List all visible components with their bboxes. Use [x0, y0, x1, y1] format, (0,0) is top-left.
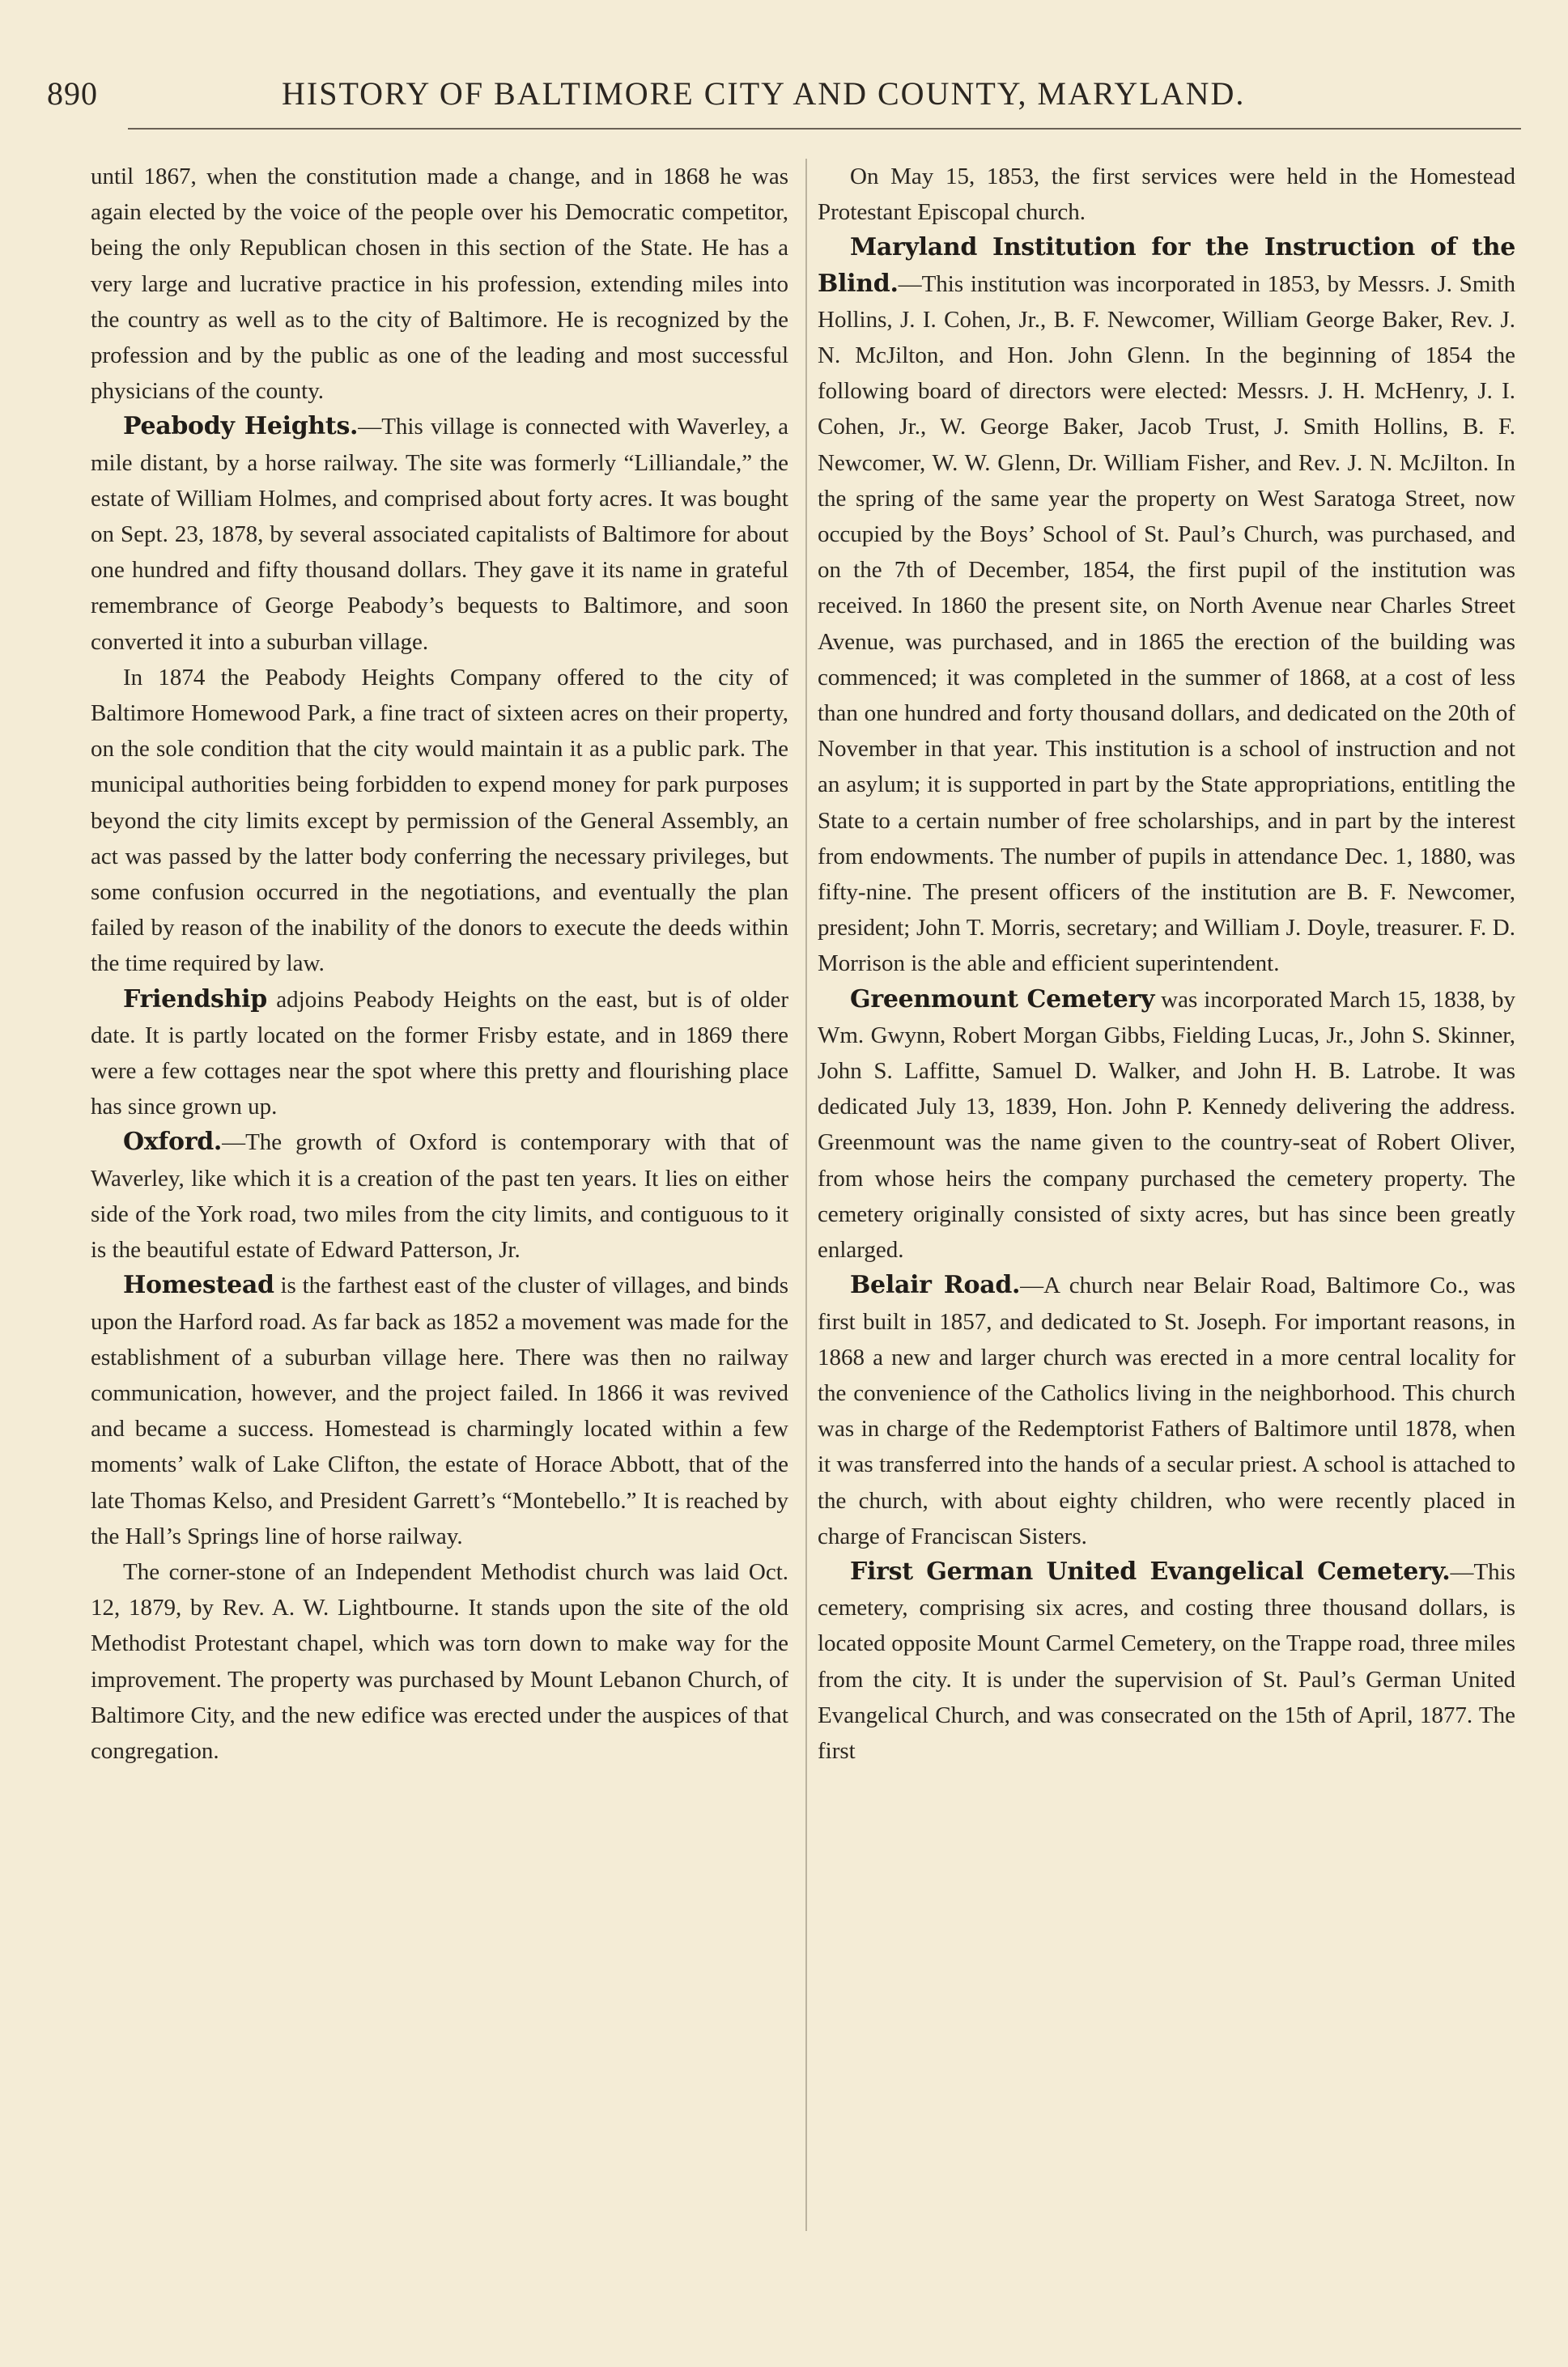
section-heading: Friendship — [123, 984, 267, 1014]
paragraph-belair-road — [818, 1268, 1515, 1554]
section-heading: First German United Evangelical Cemetery. — [850, 1557, 1451, 1586]
paragraph-oxford — [91, 1124, 788, 1268]
paragraph-physician-career — [91, 159, 788, 409]
paragraph-text: adjoins Peabody Heights on the east, but is of older date. It is partly located on the former Frisby estate, and in 1869 there were a few cottages near the spot where this pretty and flourishing place has since grown up. — [91, 986, 788, 1120]
paragraph-text: The corner-stone of an Independent Methodist church was laid Oct. 12, 1879, by Rev. A. W. Lightbourne. It stands upon the site of the old Methodist Protestant chapel, which was torn down to make way for the improvement. The property was purchased by Mount Lebanon Church, of Baltimore City, and the new edifice was erected under the auspices of that congregation. — [91, 1558, 788, 1764]
paragraph-blind-institution — [818, 230, 1515, 981]
paragraph-peabody-heights — [91, 409, 788, 659]
page-number: 890 — [47, 75, 98, 112]
paragraph-homestead — [91, 1268, 788, 1554]
right-column — [818, 159, 1515, 1769]
section-heading: Maryland Institution for the Instruction of the Blind. — [818, 233, 1515, 298]
section-heading: Greenmount Cemetery — [850, 984, 1155, 1014]
section-heading: Peabody Heights. — [123, 412, 359, 441]
paragraph-text: is the farthest east of the cluster of villages, and binds upon the Harford road. As far back as 1852 a movement was made for the establishment of a suburban village here. There was then no railway communication, however, and the project failed. In 1866 it was revived and became a success. Homestead is charmingly located within a few moments’ walk of Lake Clifton, the estate of Horace Abbott, that of the late Thomas Kelso, and President Garrett’s “Montebello.” It is reached by the Hall’s Springs line of horse railway. — [91, 1273, 788, 1549]
paragraph-german-cemetery — [818, 1554, 1515, 1769]
paragraph-text: —This cemetery, comprising six acres, and costing three thousand dollars, is located opposite Mount Carmel Cemetery, on the Trappe road, three miles from the city. It is under the supervision of St. Paul’s German United Evangelical Church, and was consecrated on the 15th of April, 1877. The first — [818, 1558, 1515, 1764]
page-header — [47, 74, 1521, 123]
paragraph-text: until 1867, when the constitution made a change, and in 1868 he was again elected by the voice of the people over his Democratic competitor, being the only Republican chosen in this section of the State. He has a very large and lucrative practice in his profession, extending miles into the country as well as to the city of Baltimore. He is recognized by the profession and by the public as one of the leading and most successful physicians of the county. — [91, 164, 788, 405]
header-rule — [128, 128, 1521, 130]
left-column — [91, 159, 788, 1769]
section-heading: Homestead — [123, 1271, 274, 1300]
paragraph-text: —The growth of Oxford is contemporary with that of Waverley, like which it is a creation of the past ten years. It lies on either side of the York road, two miles from the city limits, and contiguous to it is the beautiful estate of Edward Patterson, Jr. — [91, 1129, 788, 1264]
paragraph-text: —This village is connected with Waverley, a mile distant, by a horse railway. The site was formerly “Lilliandale,” the estate of William Holmes, and comprised about forty acres. It was bought on Sept. 23, 1878, by several associated capitalists of Baltimore for about one hundred and fifty thousand dollars. They gave it its name in grateful remembrance of George Peabody’s bequests to Baltimore, and soon converted it into a suburban village. — [91, 414, 789, 655]
running-title: HISTORY OF BALTIMORE CITY AND COUNTY, MARYLAND. — [282, 75, 1246, 112]
paragraph-greenmount-cemetery — [818, 982, 1515, 1268]
section-heading: Oxford. — [123, 1128, 223, 1157]
paragraph-methodist-church — [91, 1554, 788, 1769]
paragraph-text: On May 15, 1853, the first services were held in the Homestead Protestant Episcopal church. — [818, 164, 1515, 226]
section-heading: Belair Road. — [850, 1271, 1021, 1300]
paragraph-homewood-park — [91, 660, 788, 982]
column-divider — [805, 159, 807, 2231]
paragraph-text: was incorporated March 15, 1838, by Wm. Gwynn, Robert Morgan Gibbs, Fielding Lucas, Jr., John S. Skinner, John S. Laffitte, Samuel D. Walker, and John H. B. Latrobe. It was dedicated July 13, 1839, Hon. John P. Kennedy delivering the address. Greenmount was the name given to the country-seat of Robert Oliver, from whose heirs the company purchased the cemetery property. The cemetery originally consisted of sixty acres, but has since been greatly enlarged. — [818, 986, 1515, 1264]
paragraph-friendship — [91, 982, 788, 1125]
paragraph-text: —A church near Belair Road, Baltimore Co., was first built in 1857, and dedicated to St. Joseph. For important reasons, in 1868 a new and larger church was erected in a more central locality for the convenience of the Catholics living in the neighborhood. This church was in charge of the Redemptorist Fathers of Baltimore until 1878, when it was transferred into the hands of a secular priest. A school is attached to the church, with about eighty children, who were recently placed in charge of Franciscan Sisters. — [818, 1273, 1515, 1549]
paragraph-homestead-episcopal — [818, 159, 1515, 230]
paragraph-text: —This institution was incorporated in 1853, by Messrs. J. Smith Hollins, J. I. Cohen, Jr., B. F. Newcomer, William George Baker, Rev. J. N. McJilton, and Hon. John Glenn. In the beginning of 1854 the following board of directors were elected: Messrs. J. H. McHenry, J. I. Cohen, Jr., W. George Baker, Jacob Trust, J. Smith Hollins, B. F. Newcomer, W. W. Glenn, Dr. William Fisher, and Rev. J. N. McJilton. In the spring of the same year the property on West Saratoga Street, now occupied by the Boys’ School of St. Paul’s Church, was purchased, and on the 7th of December, 1854, the first pupil of the institution was received. In 1860 the present site, on North Avenue near Charles Street Avenue, was purchased, and in 1865 the erection of the building was commenced; it was completed in the summer of 1868, at a cost of less than one hundred and forty thousand dollars, and dedicated on the 20th of November in that year. This institution is a school of instruction and not an asylum; it is supported in part by the State appropriations, entitling the State to a certain number of free scholarships, and in part by the interest from endowments. The number of pupils in attendance Dec. 1, 1880, was fifty-nine. The present officers of the institution are B. F. Newcomer, president; John T. Morris, secretary; and William J. Doyle, treasurer. F. D. Morrison is the able and efficient superintendent. — [818, 270, 1515, 977]
paragraph-text: In 1874 the Peabody Heights Company offered to the city of Baltimore Homewood Park, a fine tract of sixteen acres on their property, on the sole condition that the city would maintain it as a public park. The municipal authorities being forbidden to expend money for park purposes beyond the city limits except by permission of the General Assembly, an act was passed by the latter body conferring the necessary privileges, but some confusion occurred in the negotiations, and eventually the plan failed by reason of the inability of the donors to execute the deeds within the time required by law. — [91, 664, 788, 977]
